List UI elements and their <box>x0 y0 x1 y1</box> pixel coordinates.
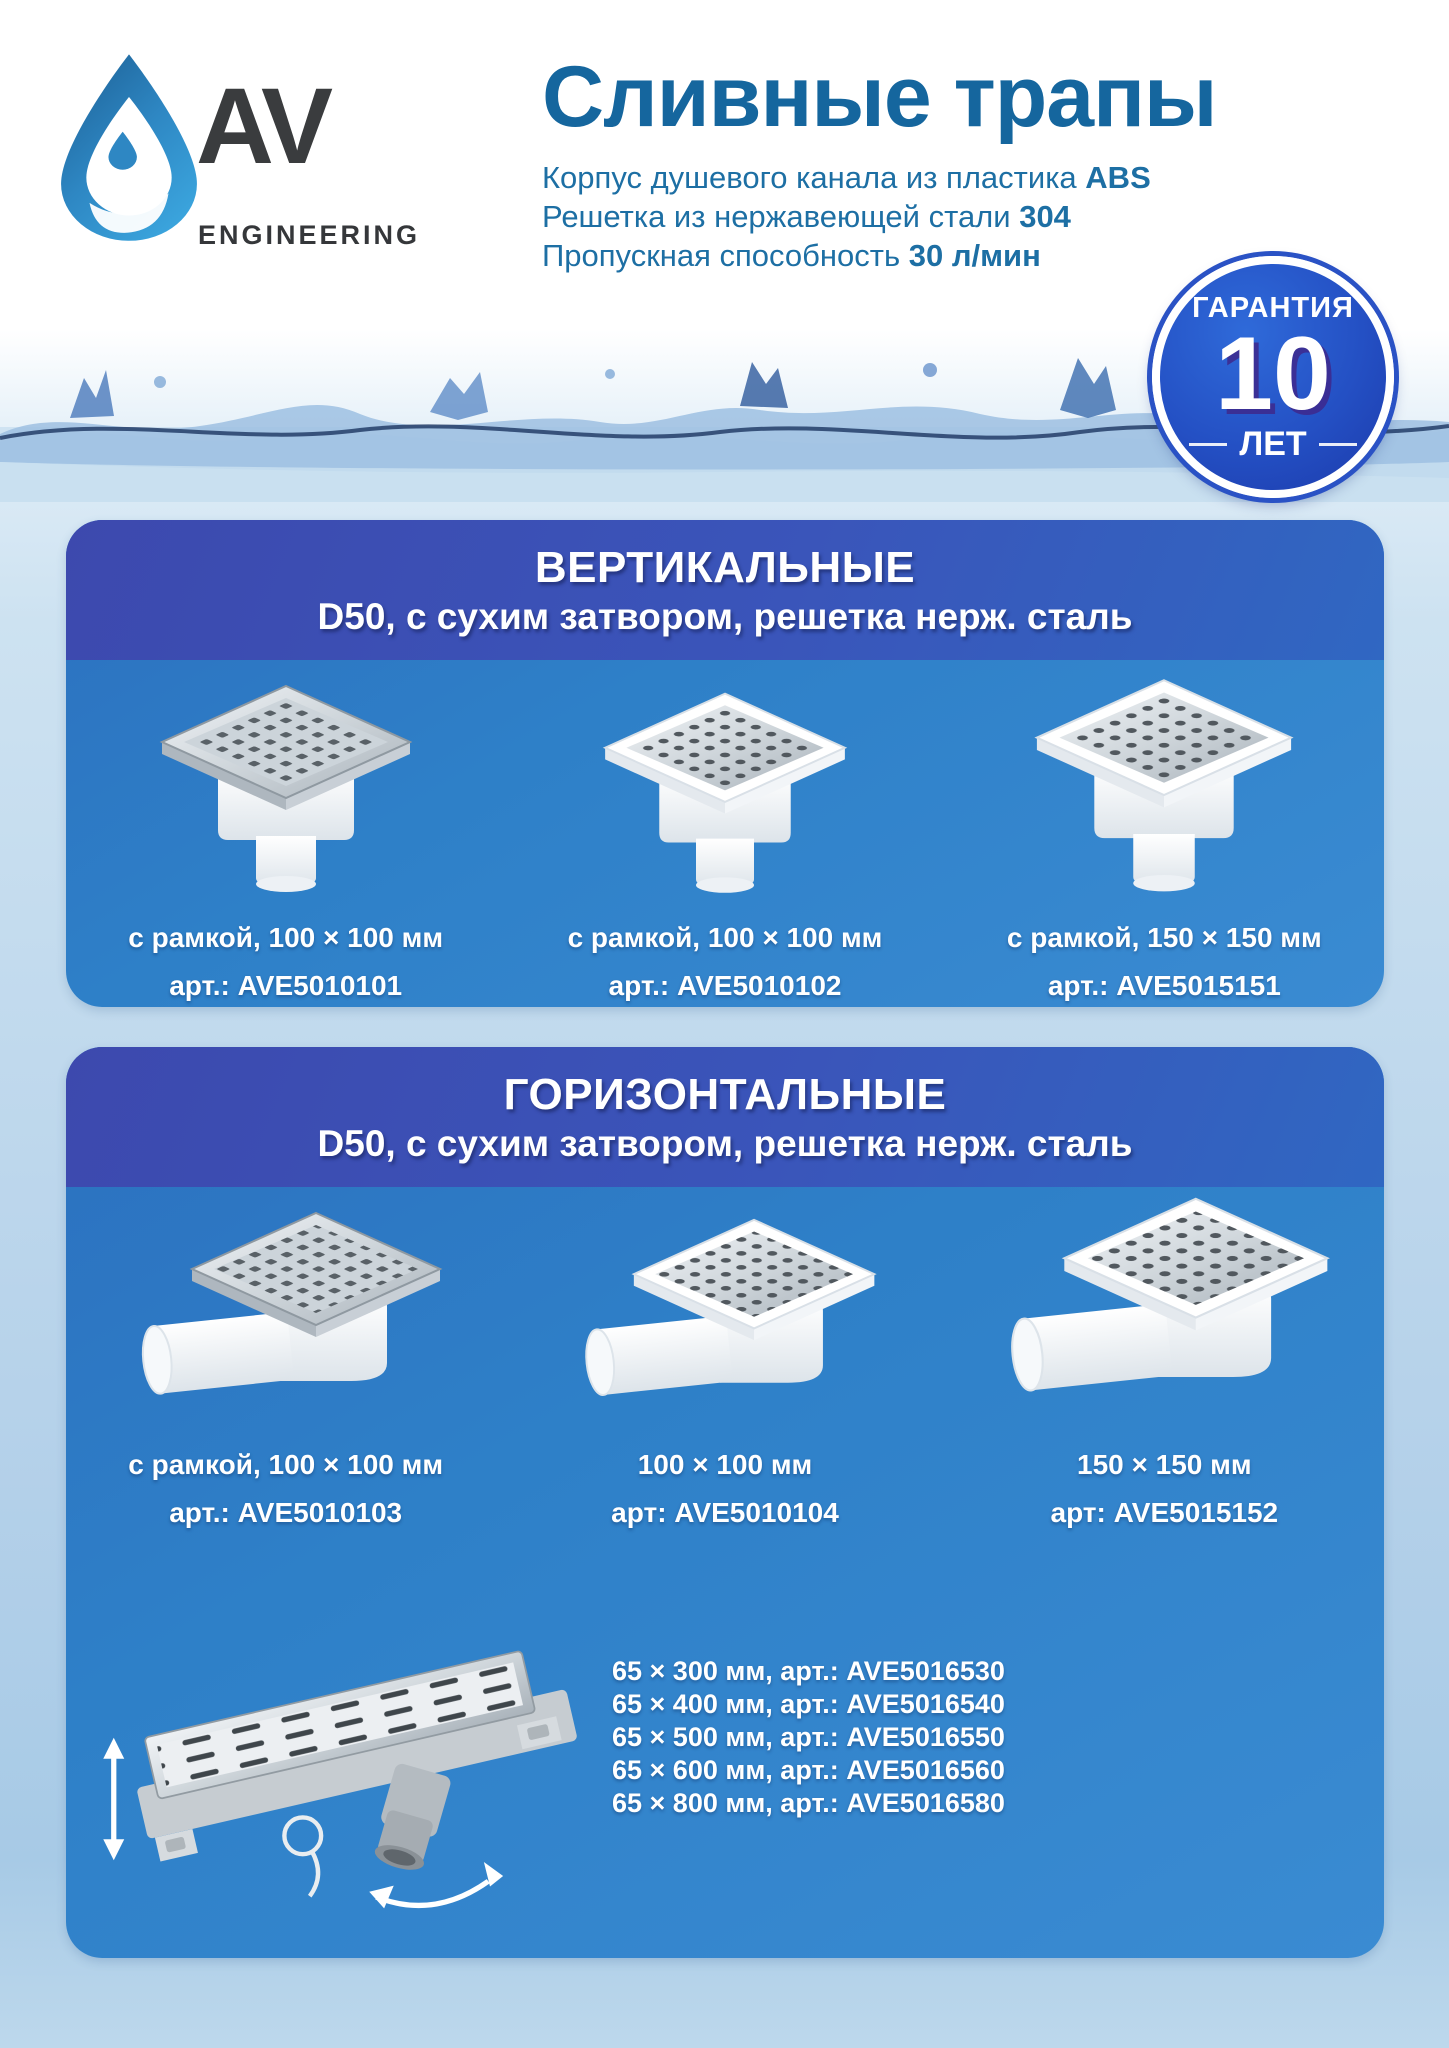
product-image-cell <box>945 664 1384 916</box>
caption-row <box>66 1449 1384 1529</box>
section-horizontal-header <box>66 1047 1384 1187</box>
feature-line <box>542 158 1362 197</box>
warranty-years: 10 <box>1215 315 1331 432</box>
feature-bold: 304 <box>1019 199 1071 235</box>
linear-drain-illustration <box>84 1589 644 1939</box>
product-image-cell <box>505 664 944 916</box>
product-image-cell <box>945 1191 1384 1443</box>
product-article: арт.: AVE5010103 <box>169 1497 403 1528</box>
linear-variant-list <box>612 1655 1005 1820</box>
product-caption <box>945 1449 1384 1529</box>
headline-block <box>542 49 1362 275</box>
linear-variant: 65 × 300 мм, арт.: AVE5016530 <box>612 1656 1005 1686</box>
linear-variant: 65 × 600 мм, арт.: AVE5016560 <box>612 1755 1005 1785</box>
product-size: 100 × 100 мм <box>637 1449 813 1480</box>
section-title: ВЕРТИКАЛЬНЫЕ <box>534 542 916 592</box>
caption-row <box>66 922 1384 1002</box>
feature-text: Пропускная способность <box>542 238 909 274</box>
feature-bold: 30 л/мин <box>908 238 1041 274</box>
feature-text: Решетка из нержавеющей стали <box>542 199 1020 235</box>
dash-left <box>1189 443 1227 446</box>
product-article: арт: AVE5010104 <box>611 1497 839 1528</box>
horizontal-drain-image <box>989 1188 1339 1443</box>
horizontal-drain-image <box>565 1210 885 1443</box>
product-caption <box>66 922 505 1002</box>
horizontal-drain-image <box>121 1203 451 1443</box>
brand-short: AV <box>196 65 329 186</box>
section-subtitle: D50, с сухим затвором, решетка нерж. сталь <box>317 595 1133 637</box>
warranty-unit: ЛЕТ <box>1239 425 1307 464</box>
water-drop-icon <box>50 48 208 244</box>
section-horizontal <box>66 1047 1384 1958</box>
product-size: с рамкой, 100 × 100 мм <box>567 922 883 953</box>
product-article: арт.: AVE5015151 <box>1047 970 1281 1001</box>
product-article: арт: AVE5015152 <box>1050 1497 1279 1528</box>
product-caption <box>66 1449 505 1529</box>
linear-drain-image <box>84 1589 644 1939</box>
page-title: Сливные трапы <box>542 49 1217 145</box>
section-vertical-header <box>66 520 1384 660</box>
product-size: 150 × 150 мм <box>1077 1449 1252 1480</box>
product-size: с рамкой, 100 × 100 мм <box>128 922 444 953</box>
product-caption <box>945 922 1384 1002</box>
product-caption <box>505 922 944 1002</box>
product-image-cell <box>505 1191 944 1443</box>
vertical-drain-image <box>136 676 436 916</box>
product-image-cell <box>66 664 505 916</box>
linear-variant: 65 × 500 мм, арт.: AVE5016550 <box>612 1722 1005 1752</box>
product-size: с рамкой, 100 × 100 мм <box>128 1449 444 1480</box>
warranty-label: ГАРАНТИЯ <box>1192 291 1354 324</box>
product-article: арт.: AVE5010102 <box>608 970 842 1001</box>
product-row <box>66 1191 1384 1443</box>
product-row <box>66 664 1384 916</box>
section-title: ГОРИЗОНТАЛЬНЫЕ <box>503 1069 947 1119</box>
brand-long: ENGINEERING <box>198 220 421 250</box>
feature-bold: ABS <box>1085 160 1151 196</box>
vertical-drain-image <box>580 684 870 916</box>
warranty-badge <box>1152 256 1394 498</box>
product-image-cell <box>66 1191 505 1443</box>
vertical-drain-image <box>1004 670 1324 916</box>
warranty-unit-row <box>1189 425 1356 464</box>
linear-variant: 65 × 400 мм, арт.: AVE5016540 <box>612 1689 1005 1719</box>
section-vertical <box>66 520 1384 1007</box>
feature-line <box>542 197 1362 236</box>
linear-variant: 65 × 800 мм, арт.: AVE5016580 <box>612 1788 1005 1818</box>
product-article: арт.: AVE5010101 <box>169 970 403 1001</box>
feature-text: Корпус душевого канала из пластика <box>542 160 1086 196</box>
dash-right <box>1319 443 1357 446</box>
section-subtitle: D50, с сухим затвором, решетка нерж. сталь <box>317 1122 1133 1164</box>
product-caption <box>505 1449 944 1529</box>
feature-list <box>542 158 1362 275</box>
product-size: с рамкой, 150 × 150 мм <box>1006 922 1322 953</box>
